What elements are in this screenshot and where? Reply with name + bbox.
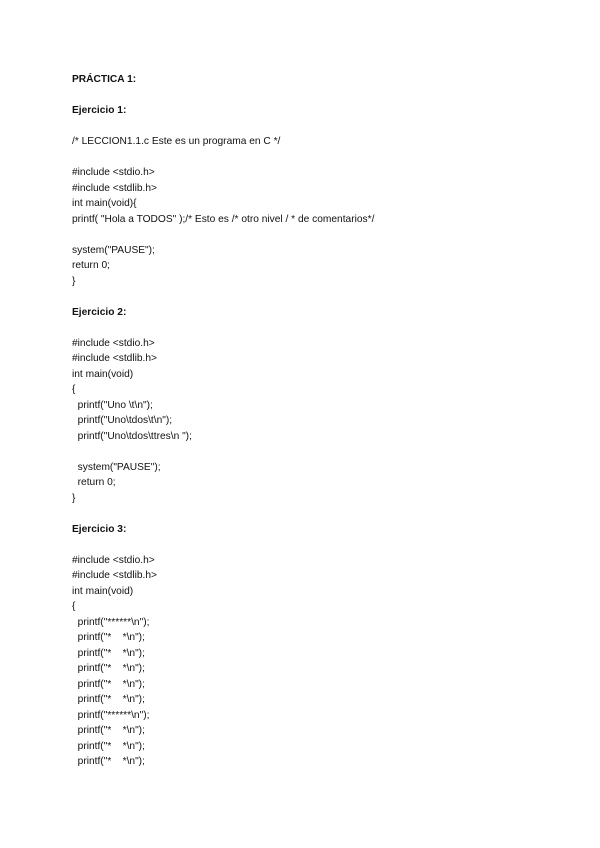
code-line: printf("Uno \t\n");: [72, 399, 153, 411]
code-line: system("PAUSE");: [72, 461, 161, 473]
code-line: printf("* *\n");: [72, 725, 145, 736]
code-line: system("PAUSE");: [72, 244, 155, 256]
code-line: /* LECCION1.1.c Este es un programa en C */: [72, 136, 281, 147]
code-line: return 0;: [72, 477, 116, 488]
code-line: return 0;: [72, 260, 110, 271]
spacer: [72, 289, 572, 305]
spacer: [72, 320, 572, 336]
code-line: printf("* *\n");: [72, 663, 145, 674]
spacer: [72, 537, 572, 553]
code-block: [72, 134, 572, 289]
code-line: printf("* *\n");: [72, 756, 145, 767]
code-line: #include <stdio.h>: [72, 554, 155, 566]
code-line: #include <stdlib.h>: [72, 182, 157, 194]
exercise-1: [72, 103, 572, 305]
code-line: printf("* *\n");: [72, 740, 145, 752]
code-block: [72, 336, 572, 507]
code-line: printf("* *\n");: [72, 694, 145, 705]
code-line: [72, 444, 572, 460]
code-line: }: [72, 275, 76, 287]
spacer: [72, 88, 572, 104]
code-line: [72, 227, 572, 243]
code-line: int main(void): [72, 585, 134, 597]
code-line: [72, 150, 572, 166]
code-line: printf("* *\n");: [72, 647, 145, 659]
code-line: #include <stdlib.h>: [72, 353, 157, 364]
document-page: [72, 72, 572, 770]
code-line: #include <stdlib.h>: [72, 570, 157, 581]
code-line: int main(void): [72, 368, 134, 380]
code-line: printf("Uno\tdos\t\n");: [72, 415, 173, 426]
code-line: }: [72, 492, 76, 504]
exercise-2: [72, 305, 572, 522]
code-block: [72, 553, 572, 770]
code-line: printf("******\n");: [72, 709, 150, 721]
code-line: printf("* *\n");: [72, 678, 145, 690]
exercise-heading: Ejercicio 3:: [72, 523, 127, 535]
exercise-heading: Ejercicio 1:: [72, 105, 127, 116]
code-line: #include <stdio.h>: [72, 337, 155, 349]
code-line: printf("Uno\tdos\ttres\n ");: [72, 430, 192, 442]
page-title: PRÁCTICA 1:: [72, 74, 137, 85]
code-line: int main(void){: [72, 198, 137, 209]
spacer: [72, 506, 572, 522]
spacer: [72, 119, 572, 135]
code-line: {: [72, 384, 76, 395]
code-line: {: [72, 601, 76, 612]
code-line: printf("******\n");: [72, 616, 150, 628]
exercise-heading: Ejercicio 2:: [72, 306, 127, 318]
exercise-3: [72, 522, 572, 770]
code-line: printf("* *\n");: [72, 632, 145, 643]
code-line: #include <stdio.h>: [72, 167, 155, 178]
code-line: printf( "Hola a TODOS" );/* Esto es /* otro nivel / * de comentarios*/: [72, 213, 375, 225]
